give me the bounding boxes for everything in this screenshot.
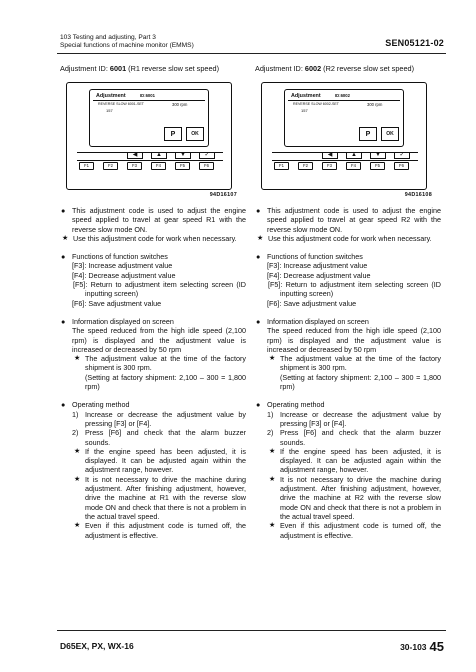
screen-item-name: REVERSE SLOW 6001-SET	[98, 102, 144, 106]
info-text: The speed reduced from the high idle speed (2,100 rpm) is displayed and the adjustment value is increased or decreased by 50 rpm	[72, 326, 246, 354]
screen-icons	[359, 127, 401, 141]
info-note	[255, 354, 441, 391]
footer-divider	[57, 630, 446, 631]
function-f3: [F3]: Increase adjustment value	[72, 261, 173, 271]
function-switch-row	[272, 152, 418, 172]
star-icon: ★	[257, 234, 264, 242]
f5-key[interactable]: F5	[370, 162, 385, 170]
function-f3: [F3]: Increase adjustment value	[267, 261, 368, 271]
functions-title: Functions of function switches	[267, 252, 363, 262]
star-icon: ★	[74, 522, 81, 530]
machine-monitor	[261, 82, 427, 190]
star-icon: ★	[62, 234, 69, 242]
functions-item	[60, 252, 246, 261]
method-item	[60, 400, 246, 409]
machine-monitor	[66, 82, 232, 190]
function-f6: [F6]: Save adjustment value	[72, 298, 162, 308]
description-text: This adjustment code is used to adjust the engine speed applied to travel at gear speed R1 with the reverse slow mode ON.	[72, 206, 246, 234]
info-item	[60, 317, 246, 326]
parking-icon: P	[359, 127, 377, 141]
method-note-1: ★ If the engine speed has been adjusted, it is displayed. It can be adjusted again within the adjustment range, however.	[269, 446, 441, 475]
f1-key[interactable]: F1	[79, 162, 94, 170]
screen-id: ID:6002	[335, 93, 350, 98]
title-suffix: (R1 reverse slow set speed)	[126, 64, 219, 73]
info-note-setting: (Setting at factory shipment: 2,100 – 300 = 1,800 rpm)	[280, 372, 441, 392]
step-2: 2) Press [F6] and check that the alarm buzzer sounds.	[267, 428, 441, 447]
note-item	[60, 234, 246, 243]
screen-value: 157	[301, 108, 308, 113]
info-item	[255, 317, 441, 326]
column-adjustment-6002	[255, 64, 441, 540]
header-divider	[57, 53, 446, 54]
f3-key[interactable]: F3	[127, 162, 142, 170]
monitor-figure	[60, 78, 240, 204]
bullet-icon: ●	[256, 316, 261, 326]
bullet-icon: ●	[61, 206, 66, 215]
method-item	[255, 400, 441, 409]
arrow-down-icon: ▼	[370, 152, 386, 159]
section-header	[60, 34, 194, 50]
column-adjustment-6001	[60, 64, 246, 540]
info-note-text: The adjustment value at the time of the factory shipment is 300 rpm.	[280, 354, 441, 373]
method-title: Operating method	[267, 400, 325, 410]
f2-key[interactable]: F2	[298, 162, 313, 170]
bullet-icon: ●	[61, 316, 66, 326]
star-icon: ★	[74, 475, 81, 483]
function-f5: [F5]: Return to adjustment item selecting screen (ID inputting screen)	[73, 280, 246, 299]
bullet-icon: ●	[256, 252, 261, 262]
title-suffix: (R2 reverse slow set speed)	[321, 64, 414, 73]
section-title-line1: 103 Testing and adjusting, Part 3	[60, 34, 156, 41]
ok-icon: OK	[381, 127, 399, 141]
monitor-screen	[284, 89, 404, 147]
method-note-1: ★ If the engine speed has been adjusted, it is displayed. It can be adjusted again within the adjustment range, however.	[74, 446, 246, 475]
arrow-left-icon: ◀	[127, 152, 143, 159]
page-number	[400, 638, 444, 656]
page-num: 45	[429, 639, 444, 654]
functions-item	[255, 252, 441, 261]
info-note	[60, 354, 246, 391]
description-item	[60, 206, 246, 234]
figure-code: 94D16107	[209, 192, 237, 198]
check-icon: ✓	[394, 152, 410, 159]
f3-key[interactable]: F3	[322, 162, 337, 170]
f6-key[interactable]: F6	[394, 162, 409, 170]
function-switch-row	[77, 152, 223, 172]
description-item	[255, 206, 441, 234]
title-prefix: Adjustment ID:	[255, 64, 305, 73]
model-name: D65EX, PX, WX-16	[60, 641, 134, 651]
description-text: This adjustment code is used to adjust the engine speed applied to travel at gear speed R2 with the reverse slow mode ON.	[267, 206, 441, 234]
document-code: SEN05121-02	[385, 38, 444, 48]
arrow-down-icon: ▼	[175, 152, 191, 159]
section-title-line2: Special functions of machine monitor (EMMS)	[60, 42, 194, 49]
monitor-screen	[89, 89, 209, 147]
step-2: 2) Press [F6] and check that the alarm buzzer sounds.	[72, 428, 246, 447]
figure-code: 94D16108	[404, 192, 432, 198]
method-title: Operating method	[72, 400, 130, 410]
method-steps	[60, 410, 246, 540]
f6-key[interactable]: F6	[199, 162, 214, 170]
function-f4: [F4]: Decrease adjustment value	[72, 270, 176, 280]
bullet-icon: ●	[256, 206, 261, 215]
note-item	[255, 234, 441, 243]
method-steps	[255, 410, 441, 540]
screen-id: ID:6001	[140, 93, 155, 98]
functions-title: Functions of function switches	[72, 252, 168, 262]
screen-title: Adjustment	[96, 93, 126, 99]
screen-speed: 300 rpm	[367, 102, 383, 107]
f4-key[interactable]: F4	[151, 162, 166, 170]
arrow-up-icon: ▲	[346, 152, 362, 159]
bullet-icon: ●	[61, 252, 66, 262]
info-note-text: The adjustment value at the time of the factory shipment is 300 rpm.	[85, 354, 246, 373]
screen-divider	[93, 100, 205, 101]
info-text: The speed reduced from the high idle speed (2,100 rpm) is displayed and the adjustment value is increased or decreased by 50 rpm	[267, 326, 441, 354]
f5-key[interactable]: F5	[175, 162, 190, 170]
function-f5: [F5]: Return to adjustment item selecting screen (ID inputting screen)	[268, 280, 441, 299]
screen-speed: 300 rpm	[172, 102, 188, 107]
f4-key[interactable]: F4	[346, 162, 361, 170]
screen-divider	[288, 100, 400, 101]
screen-item-name: REVERSE SLOW 6002-SET	[293, 102, 339, 106]
adjustment-id: 6002	[304, 64, 322, 73]
star-icon: ★	[269, 522, 276, 530]
f2-key[interactable]: F2	[103, 162, 118, 170]
method-note-3: ★ Even if this adjustment code is turned off, the adjustment is effective.	[74, 521, 246, 540]
parking-icon: P	[164, 127, 182, 141]
info-note-setting: (Setting at factory shipment: 2,100 – 300 = 1,800 rpm)	[85, 372, 246, 392]
note-text: Use this adjustment code for work when necessary.	[268, 233, 432, 243]
star-icon: ★	[74, 447, 81, 455]
arrow-up-icon: ▲	[151, 152, 167, 159]
title-prefix: Adjustment ID:	[60, 64, 110, 73]
star-icon: ★	[74, 355, 81, 363]
section-number: 30-103	[400, 642, 427, 652]
monitor-figure	[255, 78, 435, 204]
adjustment-title	[60, 64, 246, 73]
info-title: Information displayed on screen	[267, 316, 369, 326]
f1-key[interactable]: F1	[274, 162, 289, 170]
function-f4: [F4]: Decrease adjustment value	[267, 270, 371, 280]
bullet-icon: ●	[61, 400, 66, 410]
step-1: 1) Increase or decrease the adjustment value by pressing [F3] or [F4].	[72, 409, 246, 428]
method-note-2: ★ It is not necessary to drive the machine during adjustment. After finishing adjustment, however, drive the machine at R2 with the reverse slow mode ON and check that there is not a problem in the actual travel speed.	[269, 474, 441, 521]
screen-icons	[164, 127, 206, 141]
screen-title: Adjustment	[291, 93, 321, 99]
star-icon: ★	[269, 475, 276, 483]
instructions	[255, 206, 441, 540]
screen-value: 157	[106, 108, 113, 113]
instructions	[60, 206, 246, 540]
bullet-icon: ●	[256, 400, 261, 410]
check-icon: ✓	[199, 152, 215, 159]
adjustment-id: 6001	[109, 64, 127, 73]
ok-icon: OK	[186, 127, 204, 141]
step-1: 1) Increase or decrease the adjustment value by pressing [F3] or [F4].	[267, 409, 441, 428]
star-icon: ★	[269, 355, 276, 363]
arrow-left-icon: ◀	[322, 152, 338, 159]
function-f6: [F6]: Save adjustment value	[267, 298, 357, 308]
star-icon: ★	[269, 447, 276, 455]
adjustment-title	[255, 64, 441, 73]
info-title: Information displayed on screen	[72, 316, 174, 326]
note-text: Use this adjustment code for work when necessary.	[73, 233, 237, 243]
method-note-2: ★ It is not necessary to drive the machine during adjustment. After finishing adjustment, however, drive the machine at R1 with the reverse slow mode ON and check that there is not a problem in the actual travel speed.	[74, 474, 246, 521]
method-note-3: ★ Even if this adjustment code is turned off, the adjustment is effective.	[269, 521, 441, 540]
